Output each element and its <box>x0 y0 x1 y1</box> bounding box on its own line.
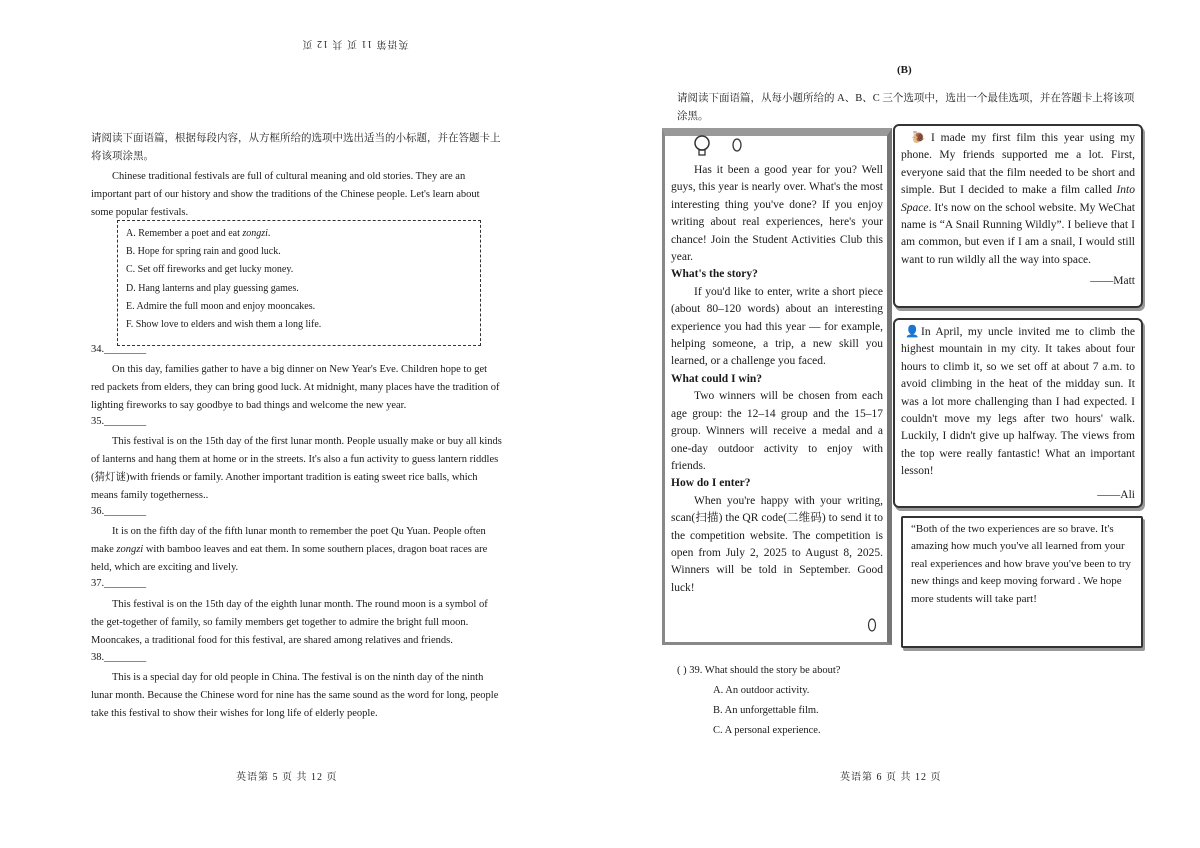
lightbulb-icon <box>867 617 877 638</box>
option-a: A. Remember a poet and eat zongzi. <box>126 228 271 239</box>
options-box <box>117 220 481 346</box>
question-37-blank[interactable]: 37.________ <box>91 578 147 589</box>
ad-heading-story: What's the story? <box>671 268 758 281</box>
section-b-label: (B) <box>897 64 912 76</box>
option-e: E. Admire the full moon and enjoy mooncakes. <box>126 300 316 312</box>
ad-paragraph-story: If you'd like to enter, write a short piece (about 80–120 words) about an interesting experience you had this year — for example, helping someone, a trip, a new skill you learned, or a challenge you faced. <box>671 285 883 368</box>
answer-bracket[interactable]: ( ) <box>677 665 687 676</box>
paragraph-37: This festival is on the 15th day of the eighth lunar month. The round moon is a symbol of the get-together of family, so family members get together to admire the bright full moon. Mooncakes, a traditional food for this festival, are shared among relatives and friends. <box>91 599 488 646</box>
paragraph-36: It is on the fifth day of the fifth lunar month to remember the poet Qu Yuan. People often make zongzi with bamboo leaves and eat them. In some southern places, dragon boat races are held, which are exciting and lively. <box>91 526 488 573</box>
left-instructions: 请阅读下面语篇，根据每段内容，从方框所给的选项中选出适当的小标题，并在答题卡上将该项涂黑。 <box>91 133 501 162</box>
lightbulb-icon <box>691 134 713 165</box>
right-page-footer: 英语第 6 页 共 12 页 <box>840 772 942 783</box>
person-icon: 👤 <box>905 326 920 338</box>
matt-story-card <box>893 124 1143 308</box>
ad-intro: Has it been a good year for you? Well guys, this year is nearly over. What's the most interesting thing you've done? If you enjoy writing about real experiences, here's your chance! Join the Student Activities Club this year. <box>671 164 883 264</box>
question-34-blank[interactable]: 34.________ <box>91 344 147 355</box>
matt-story-text: 🐌 I made my first film this year using my phone. My friends supported me a lot. First, everyone said that the film needed to be short and simple. But I decided to make a film called Into Space. It's now on the school website. My WeChat name is “A Snail Running Wildly”. I believe that I am common, but even if I am a snail, I would still want to run wildly all the way into space. <box>901 132 1135 266</box>
question-38-blank[interactable]: 38.________ <box>91 652 147 663</box>
matt-signature: ——Matt <box>1090 275 1135 288</box>
ali-signature: ——Ali <box>1097 488 1135 501</box>
paragraph-35: This festival is on the 15th day of the first lunar month. People usually make or buy all kinds of lanterns and hang them at home or in the streets. It's also a fun activity to guess lantern riddles (猜灯谜)with friends or family. Another important tradition is eating sweet rice balls, which means family togetherness.. <box>91 436 502 501</box>
option-c: C. Set off fireworks and get lucky money. <box>126 264 294 276</box>
ali-story-text: 👤 In April, my uncle invited me to climb the highest mountain in my city. It takes about four hours to climb it, so we set off at about 7 a.m. to avoid climbing in the heat of the midday sun. It was a lot more challenging than I had expected. I couldn't move my legs after two hours' walk. Luckily, I didn't give up halfway. The views from the top were really fantastic! What an important lesson! <box>901 326 1135 478</box>
q39-option-a[interactable]: A. An outdoor activity. <box>713 685 810 696</box>
upside-down-header: 英语第 11 页 共 12 页 <box>301 38 409 49</box>
question-39-stem: 39. What should the story be about? <box>689 665 841 676</box>
q39-option-c[interactable]: C. A personal experience. <box>713 725 821 736</box>
option-d: D. Hang lanterns and play guessing games. <box>126 282 299 294</box>
ad-paragraph-enter: When you're happy with your writing, scan(扫描) the QR code(二维码) to send it to the competition website. The competition is open from July 2, 2025 to August 8, 2025. Winners will be told in September. Good luck! <box>671 494 883 594</box>
paragraph-38: This is a special day for old people in China. The festival is on the ninth day of the ninth lunar month. Because the Chinese word for nine has the same sound as the word for long, people take this festival to show their wishes for long life of elderly people. <box>91 672 499 719</box>
question-35-blank[interactable]: 35.________ <box>91 416 147 427</box>
option-b: B. Hope for spring rain and good luck. <box>126 246 281 258</box>
option-f: F. Show love to elders and wish them a long life. <box>126 319 322 331</box>
lightbulb-icon <box>731 138 743 159</box>
question-39 <box>677 662 1077 680</box>
paragraph-34: On this day, families gather to have a big dinner on New Year's Eve. Children hope to get red packets from elders, they can bring good luck. At midnight, many places have the tradition of lighting fireworks to say goodbye to bad things and welcome the new year. <box>91 364 500 411</box>
question-36-blank[interactable]: 36.________ <box>91 506 147 517</box>
teacher-comment: “Both of the two experiences are so brave. It's amazing how much you've all learned from your real experiences and how brave you've been to try new things and keep moving forward . We hope more students will take part! <box>911 523 1132 605</box>
comment-box <box>901 516 1143 648</box>
left-page-footer: 英语第 5 页 共 12 页 <box>236 772 338 783</box>
ad-heading-enter: How do I enter? <box>671 477 751 490</box>
competition-ad-box <box>662 128 892 645</box>
right-instructions: 请阅读下面语篇，从每小题所给的 A、B、C 三个选项中，选出一个最佳选项，并在答题卡上将该项涂黑。 <box>677 93 1135 122</box>
ali-story-card <box>893 318 1143 508</box>
snail-icon: 🐌 <box>911 132 926 144</box>
q39-option-b[interactable]: B. An unforgettable film. <box>713 705 819 716</box>
festival-intro: Chinese traditional festivals are full of cultural meaning and old stories. They are an important part of our history and show the traditions of the Chinese people. Let's learn about some popular festivals. <box>91 171 480 218</box>
ad-paragraph-win: Two winners will be chosen from each age group: the 12–14 group and the 15–17 group. Winners will receive a medal and a one-day outdoor activity to enjoy with friends. <box>671 390 883 472</box>
ad-heading-win: What could I win? <box>671 372 763 385</box>
